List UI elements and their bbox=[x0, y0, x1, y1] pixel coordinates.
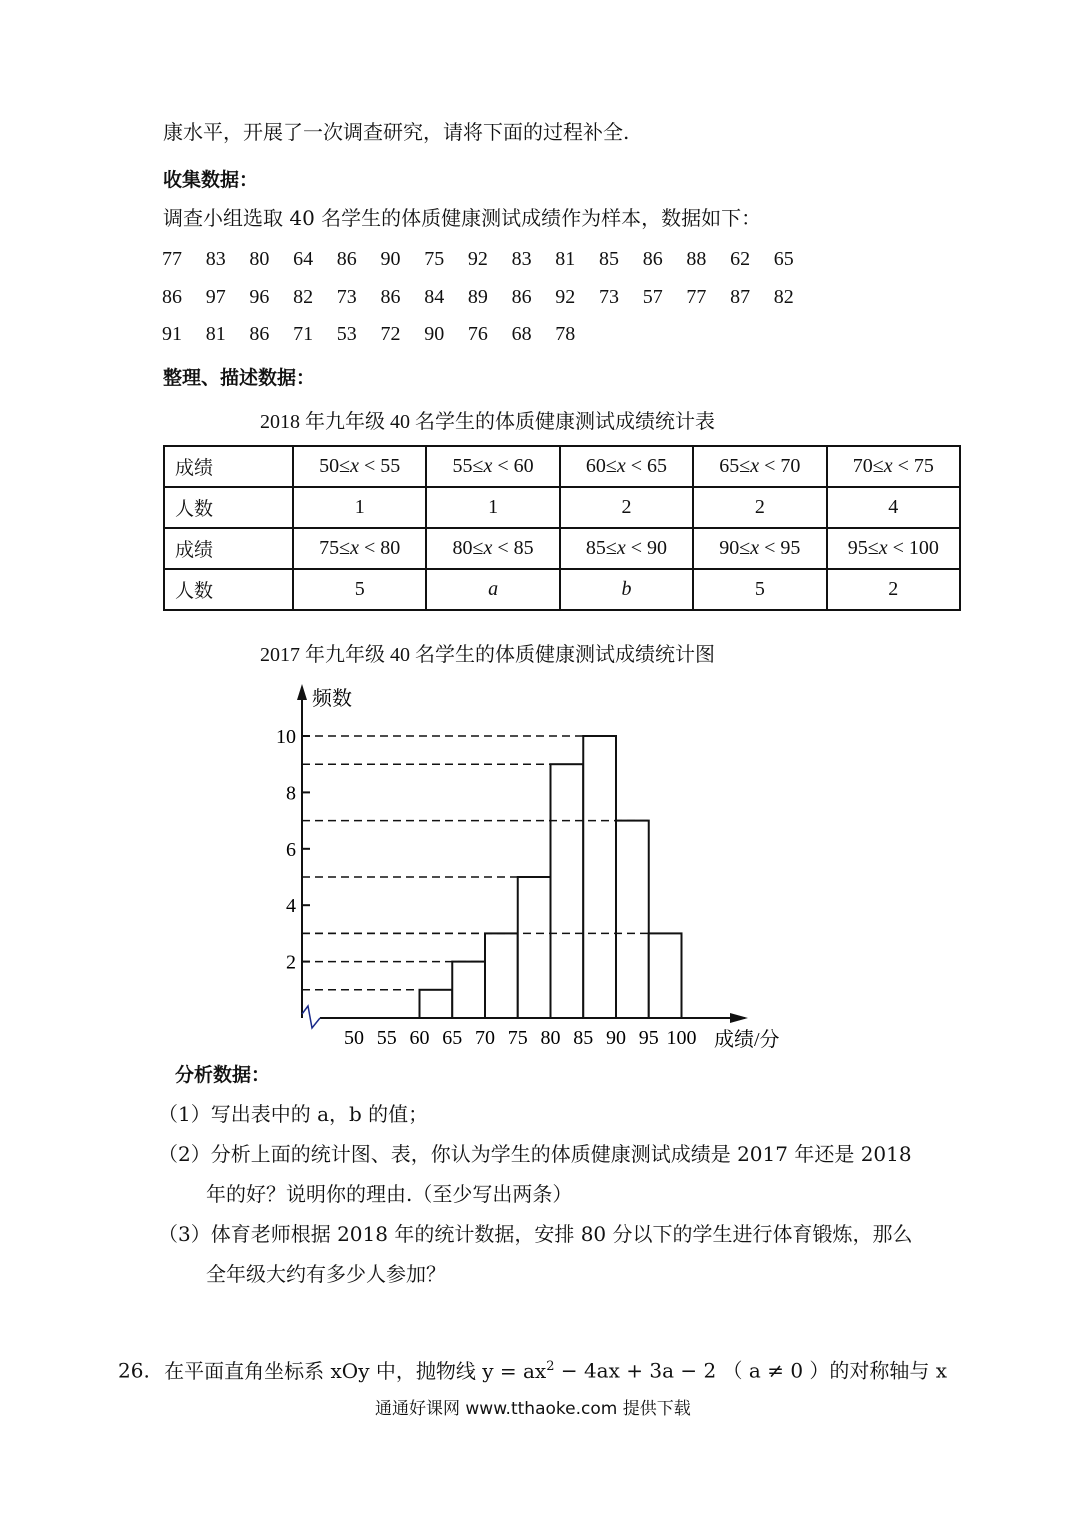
table-row bbox=[164, 569, 960, 610]
analyze-heading: 分析数据： bbox=[175, 1064, 271, 1086]
histogram-bar bbox=[583, 736, 616, 1018]
histogram-bar bbox=[649, 933, 682, 1018]
question-26-number: 26. bbox=[118, 1358, 150, 1383]
score-table bbox=[163, 445, 961, 611]
count-cell: 2 bbox=[827, 569, 960, 610]
score-range-cell: 50≤x < 55 bbox=[293, 446, 426, 487]
count-cell: a bbox=[426, 569, 559, 610]
data-value: 53 bbox=[336, 323, 357, 345]
score-range-cell: 85≤x < 90 bbox=[560, 528, 693, 569]
intro-line: 康水平，开展了一次调查研究，请将下面的过程补全. bbox=[163, 120, 630, 144]
data-value: 86 bbox=[380, 286, 401, 308]
score-range-cell: 60≤x < 65 bbox=[560, 446, 693, 487]
data-value: 88 bbox=[686, 248, 707, 270]
data-value: 82 bbox=[293, 286, 314, 308]
data-value: 92 bbox=[555, 286, 576, 308]
score-range-cell: 75≤x < 80 bbox=[293, 528, 426, 569]
data-value: 76 bbox=[467, 323, 488, 345]
question-26-text-b: − 4ax + 3a − 2 （ a ≠ 0 ）的对称轴与 x bbox=[554, 1358, 948, 1383]
row-label-count: 人数 bbox=[164, 487, 293, 528]
footer-note: 通通好课网 www.tthaoke.com 提供下载 bbox=[375, 1399, 691, 1419]
histogram-bar bbox=[616, 821, 649, 1018]
collect-heading: 收集数据： bbox=[163, 169, 259, 191]
data-value: 83 bbox=[511, 248, 532, 270]
x-tick-label: 80 bbox=[540, 1027, 561, 1049]
question-26 bbox=[118, 1355, 947, 1383]
data-value: 87 bbox=[730, 286, 751, 308]
question-3-line1: （3）体育老师根据 2018 年的统计数据，安排 80 分以下的学生进行体育锻炼，那么 bbox=[158, 1222, 913, 1246]
data-value: 68 bbox=[511, 323, 532, 345]
data-value: 77 bbox=[162, 248, 182, 270]
data-value: 89 bbox=[467, 286, 488, 308]
data-value: 86 bbox=[249, 323, 270, 345]
data-value: 90 bbox=[380, 248, 401, 270]
data-value: 81 bbox=[555, 248, 576, 270]
data-value: 86 bbox=[162, 286, 182, 308]
y-axis-label: 频数 bbox=[312, 688, 352, 710]
table-row bbox=[164, 528, 960, 569]
x-tick-label: 65 bbox=[442, 1027, 463, 1049]
y-tick-label: 10 bbox=[276, 726, 296, 748]
x-axis-label: 成绩/分 bbox=[714, 1029, 780, 1051]
table-row bbox=[164, 487, 960, 528]
data-value: 75 bbox=[424, 248, 445, 270]
score-range-cell: 80≤x < 85 bbox=[426, 528, 559, 569]
data-value: 90 bbox=[424, 323, 445, 345]
score-range-cell: 90≤x < 95 bbox=[693, 528, 826, 569]
score-range-cell: 55≤x < 60 bbox=[426, 446, 559, 487]
table-row bbox=[164, 446, 960, 487]
y-axis-arrow bbox=[297, 684, 307, 700]
data-value: 64 bbox=[293, 248, 314, 270]
data-value: 86 bbox=[336, 248, 357, 270]
data-value: 82 bbox=[773, 286, 794, 308]
x-tick-label: 100 bbox=[666, 1027, 697, 1049]
score-range-cell: 70≤x < 75 bbox=[827, 446, 960, 487]
y-tick-label: 6 bbox=[286, 838, 296, 861]
x-tick-label: 85 bbox=[573, 1027, 594, 1049]
histogram-bar bbox=[420, 990, 453, 1018]
histogram-chart bbox=[250, 670, 810, 1060]
count-cell: 4 bbox=[827, 487, 960, 528]
y-tick-label: 8 bbox=[286, 782, 296, 805]
x-tick-label: 60 bbox=[409, 1027, 430, 1049]
data-value: 86 bbox=[642, 248, 663, 270]
data-value: 57 bbox=[642, 286, 663, 308]
data-value: 97 bbox=[205, 286, 226, 308]
row-label-count: 人数 bbox=[164, 569, 293, 610]
question-2-line2: 年的好？说明你的理由.（至少写出两条） bbox=[206, 1182, 573, 1206]
data-value: 73 bbox=[336, 286, 357, 308]
question-26-text-a: 在平面直角坐标系 xOy 中，抛物线 y = ax bbox=[164, 1358, 547, 1383]
data-value: 96 bbox=[249, 286, 270, 308]
question-3-line2: 全年级大约有多少人参加？ bbox=[206, 1262, 446, 1286]
y-tick-label: 2 bbox=[286, 951, 296, 974]
count-cell: 1 bbox=[426, 487, 559, 528]
histogram-bar bbox=[485, 933, 518, 1018]
axis-break-icon bbox=[302, 1006, 320, 1028]
question-26-exponent: 2 bbox=[546, 1359, 555, 1374]
question-2-line1: （2）分析上面的统计图、表，你认为学生的体质健康测试成绩是 2017 年还是 2018 bbox=[158, 1142, 912, 1166]
data-value: 83 bbox=[205, 248, 226, 270]
x-tick-label: 90 bbox=[606, 1027, 626, 1049]
data-value: 92 bbox=[467, 248, 488, 270]
count-cell: 1 bbox=[293, 487, 426, 528]
count-cell: b bbox=[560, 569, 693, 610]
count-cell: 2 bbox=[560, 487, 693, 528]
x-tick-label: 50 bbox=[344, 1027, 364, 1049]
data-value: 71 bbox=[293, 323, 314, 345]
x-tick-label: 75 bbox=[507, 1027, 528, 1049]
row-label-score: 成绩 bbox=[164, 446, 293, 487]
data-value: 81 bbox=[205, 323, 226, 345]
histogram-bar bbox=[518, 877, 551, 1018]
chart-title: 2017 年九年级 40 名学生的体质健康测试成绩统计图 bbox=[260, 644, 715, 666]
data-value: 77 bbox=[686, 286, 707, 308]
data-value: 84 bbox=[424, 286, 445, 308]
x-axis-arrow bbox=[730, 1013, 748, 1023]
score-range-cell: 95≤x < 100 bbox=[827, 528, 960, 569]
data-value: 86 bbox=[511, 286, 532, 308]
data-value: 62 bbox=[730, 248, 751, 270]
data-value: 73 bbox=[599, 286, 619, 308]
data-value: 91 bbox=[162, 323, 182, 345]
table-title: 2018 年九年级 40 名学生的体质健康测试成绩统计表 bbox=[260, 411, 715, 433]
count-cell: 2 bbox=[693, 487, 826, 528]
count-cell: 5 bbox=[293, 569, 426, 610]
data-value: 85 bbox=[599, 248, 619, 270]
question-1: （1）写出表中的 a，b 的值； bbox=[158, 1102, 429, 1126]
x-tick-label: 70 bbox=[475, 1027, 495, 1049]
y-tick-label: 4 bbox=[286, 895, 296, 918]
histogram-bar bbox=[551, 764, 584, 1018]
data-value: 65 bbox=[773, 248, 794, 270]
data-value: 80 bbox=[249, 248, 270, 270]
data-value: 72 bbox=[380, 323, 401, 345]
histogram-bar bbox=[452, 962, 485, 1018]
organize-heading: 整理、描述数据： bbox=[163, 367, 316, 389]
row-label-score: 成绩 bbox=[164, 528, 293, 569]
count-cell: 5 bbox=[693, 569, 826, 610]
x-tick-label: 55 bbox=[376, 1027, 397, 1049]
score-range-cell: 65≤x < 70 bbox=[693, 446, 826, 487]
collect-description: 调查小组选取 40 名学生的体质健康测试成绩作为样本，数据如下： bbox=[163, 206, 762, 230]
data-value: 78 bbox=[555, 323, 576, 345]
x-tick-label: 95 bbox=[638, 1027, 659, 1049]
